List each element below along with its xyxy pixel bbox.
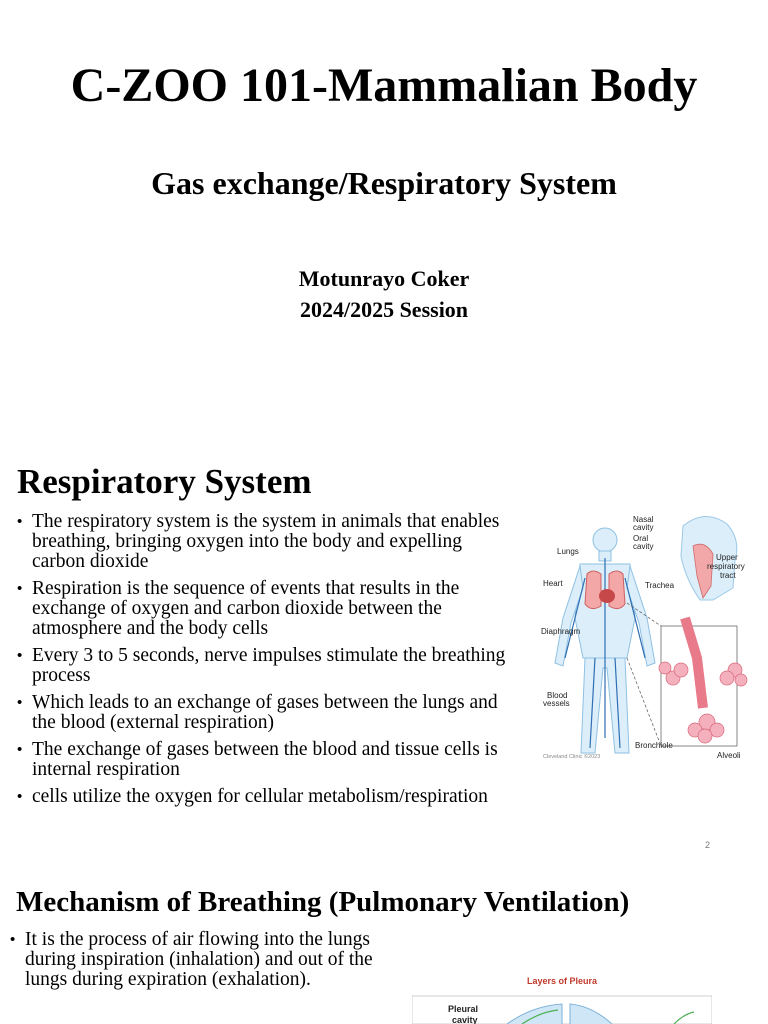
title-slide xyxy=(0,0,768,430)
label-upper: Upper xyxy=(716,553,738,562)
label-nasal: Nasal xyxy=(633,515,654,524)
page-number: 2 xyxy=(704,840,710,850)
slide-heading: Respiratory System xyxy=(17,462,312,501)
pleura-figure-title: Layers of Pleura xyxy=(527,976,598,986)
label-diaphragm: Diaphragm xyxy=(541,627,581,636)
bullet-list xyxy=(10,930,380,997)
label-trachea: Trachea xyxy=(645,581,675,590)
presentation-title: C-ZOO 101-Mammalian Body xyxy=(70,59,698,112)
right-lung-icon xyxy=(609,571,625,609)
bronchiole-icon xyxy=(685,618,703,708)
label-oral: Oral xyxy=(633,534,649,543)
figure-credit: Cleveland Clinic ©2023 xyxy=(543,754,601,760)
bullet-item: • It is the process of air flowing into the lungs during inspiration (inhalation) and out of the lungs during expiration (exhalation). xyxy=(10,930,380,990)
label-pleural-cavity: cavity xyxy=(452,1015,478,1024)
pleura-figure xyxy=(412,970,712,1024)
label-lungs: Lungs xyxy=(557,547,579,556)
bullet-item: • Which leads to an exchange of gases between the lungs and the blood (external respiration) xyxy=(17,693,517,733)
label-nasal-cavity: cavity xyxy=(633,523,654,532)
label-respiratory: respiratory xyxy=(707,562,745,571)
label-pleural: Pleural xyxy=(448,1004,479,1014)
breathing-mechanism-slide xyxy=(0,860,768,1024)
bullet-item: • The respiratory system is the system in animals that enables breathing, bringing oxygen into the body and expelling carbon dioxide xyxy=(17,512,517,572)
author-name: Motunrayo Coker xyxy=(298,266,470,291)
body-silhouette-icon xyxy=(555,528,655,753)
respiratory-anatomy-figure xyxy=(535,508,760,768)
label-bronchiole: Bronchiole xyxy=(635,741,673,750)
heart-icon xyxy=(599,589,615,603)
bullet-item: • Every 3 to 5 seconds, nerve impulses stimulate the breathing process xyxy=(17,646,517,686)
label-tract: tract xyxy=(720,571,736,580)
bullet-list xyxy=(17,512,517,814)
label-alveoli: Alveoli xyxy=(717,751,741,760)
bullet-item: • cells utilize the oxygen for cellular metabolism/respiration xyxy=(17,787,517,807)
author-block xyxy=(0,263,768,325)
label-oral-cavity: cavity xyxy=(633,542,654,551)
label-heart: Heart xyxy=(543,579,563,588)
bullet-item: • The exchange of gases between the blood and tissue cells is internal respiration xyxy=(17,740,517,780)
bullet-item: • Respiration is the sequence of events that results in the exchange of oxygen and carbon dioxide between the atmosphere and the body cells xyxy=(17,579,517,639)
presentation-subtitle: Gas exchange/Respiratory System xyxy=(151,165,617,201)
label-vessels: vessels xyxy=(543,699,570,708)
session-label: 2024/2025 Session xyxy=(299,297,469,322)
respiratory-system-slide xyxy=(0,430,768,860)
left-lung-icon xyxy=(585,571,601,609)
label-blood: Blood xyxy=(547,691,568,700)
slide-heading: Mechanism of Breathing (Pulmonary Ventilation) xyxy=(16,886,630,918)
